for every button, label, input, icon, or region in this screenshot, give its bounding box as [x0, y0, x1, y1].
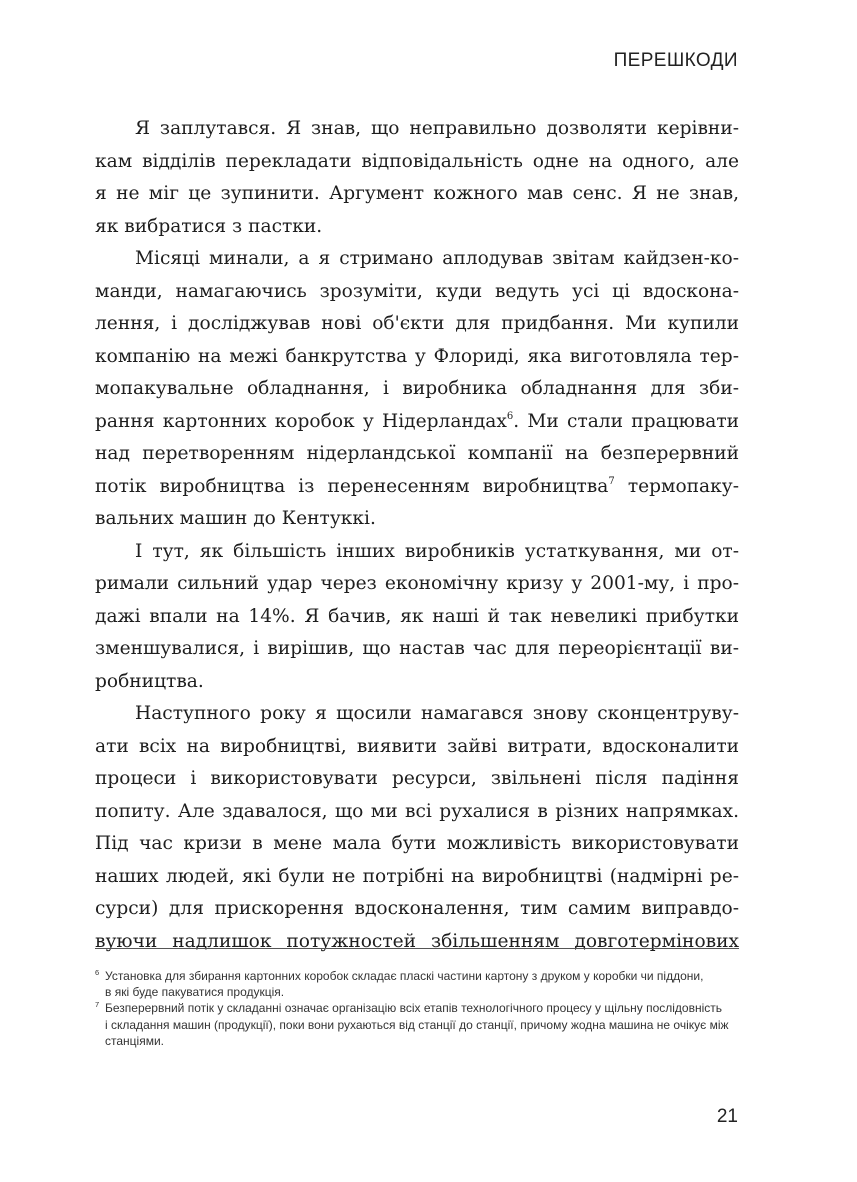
text-line: робництва. — [95, 670, 204, 692]
page-number: 21 — [716, 1106, 738, 1127]
footnote-line: в які буде пакуватися продукція. — [105, 985, 285, 1000]
text-line: І тут, як більшість інших виробників устаткування, ми от- — [135, 540, 739, 562]
text-line: я не міг це зупинити. Аргумент кожного мав сенс. Я не знав, — [95, 183, 739, 204]
text-line: наших людей, які були не потрібні на виробництві (надмірні ре- — [95, 865, 739, 887]
footnote-ref-7[interactable]: 7 — [608, 475, 615, 487]
main-text — [95, 113, 739, 958]
text-fragment: . Ми стали працювати — [513, 410, 740, 432]
footnote-line: Установка для збирання картонних коробок складає пласкі частини картону з друком у коробки чи піддони, — [105, 969, 704, 983]
text-line: як вибратися з пастки. — [95, 215, 323, 237]
footnote-7 — [95, 1000, 739, 1049]
text-line: вальних машин до Кентуккі. — [95, 508, 376, 529]
footnotes — [95, 968, 739, 1049]
text-fragment: термопаку- — [614, 475, 739, 497]
text-line — [95, 406, 739, 439]
text-line: кам відділів перекладати відповідальність одне на одного, але — [95, 150, 739, 172]
running-title: ПЕРЕШКОДИ — [613, 50, 738, 71]
footnote-line: і складання машин (продукції), поки вони рухаються від станції до станції, причому жодна машина не очікує між — [105, 1017, 729, 1032]
footnote-mark: 6 — [95, 968, 100, 977]
text-fragment: рання картонних коробок у Нідерландах — [95, 410, 507, 432]
text-line: ати всіх на виробництві, виявити зайві витрати, вдосконалити — [95, 735, 739, 757]
text-line: лення, і досліджував нові об'єкти для придбання. Ми купили — [95, 313, 739, 334]
footnote-mark: 7 — [95, 1000, 100, 1010]
footnote-6 — [95, 968, 739, 1000]
text-fragment: потік виробництва із перенесенням виробництва — [95, 475, 609, 497]
text-line: дажі впали на 14%. Я бачив, як наші й так невеликі прибутки — [95, 605, 739, 627]
text-line: мопакувальне обладнання, і виробника обладнання для зби- — [95, 378, 739, 399]
footnote-ref-6[interactable]: 6 — [506, 410, 514, 422]
text-line: Наступного року я щосили намагався знову сконцентруву- — [135, 703, 739, 724]
text-line — [95, 471, 739, 504]
text-line: манди, намагаючись зрозуміти, куди ведуть усі ці вдоскона- — [95, 280, 739, 302]
text-line: попиту. Але здавалося, що ми всі рухалися в різних напрямках. — [95, 800, 739, 822]
text-line: сурси) для прискорення вдосконалення, тим самим виправдо- — [95, 898, 739, 919]
text-line: над перетворенням нідерландської компанії на безперервний — [95, 443, 739, 464]
text-line: процеси і використовувати ресурси, звільнені після падіння — [95, 768, 739, 789]
footnote-line: Безперервний потік у складанні означає організацію всіх етапів технологічного процесу у щільну послідовність — [105, 1001, 723, 1016]
text-line: вуючи надлишок потужностей збільшенням довготермінових — [95, 930, 739, 952]
text-line: римали сильний удар через економічну кризу у 2001-му, і про- — [95, 573, 739, 594]
text-line: Під час кризи в мене мала бути можливість використовувати — [95, 833, 739, 854]
text-line: компанію на межі банкрутства у Флориді, яка виготовляла тер- — [95, 345, 739, 367]
text-line: зменшувалися, і вирішив, що настав час для переорієнтації ви- — [95, 638, 739, 659]
footnote-line: станціями. — [105, 1033, 164, 1048]
text-line: Я заплутався. Я знав, що неправильно дозволяти керівни- — [135, 118, 739, 139]
text-line: Місяці минали, а я стримано аплодував звітам кайдзен-ко- — [135, 248, 739, 269]
footnote-divider — [95, 948, 739, 949]
